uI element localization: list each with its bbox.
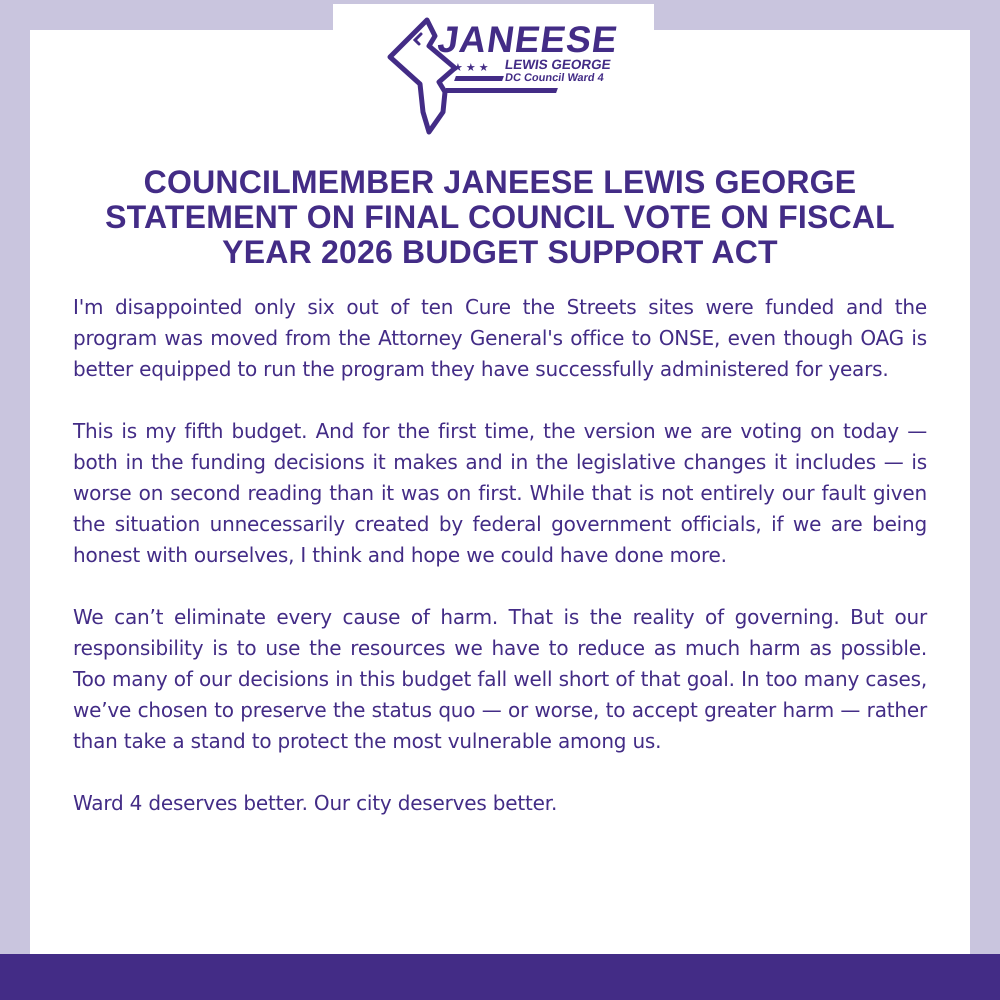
campaign-logo [385,12,625,136]
logo-subname: LEWIS GEORGE [503,57,612,72]
statement-paragraph-1: I'm disappointed only six out of ten Cure the Streets sites were funded and the program was moved from the Attorney General's office to ONSE, even though OAG is better equipped to run the program they have successfully administered for years. [73,295,927,381]
statement-paragraph-3: We can’t eliminate every cause of harm. That is the reality of governing. But our responsibility is to use the resources we have to reduce as much harm as possible. Too many of our decisions in this budget fall well short of that goal. In too many cases, we’ve chosen to preserve the status quo — or worse, to accept greater harm — rather than take a stand to protect the most vulnerable among us. [73,605,927,753]
logo-name: JANEESE [435,19,621,60]
logo-stars: ★★★ [453,61,492,74]
logo-stripe-bottom [444,88,558,93]
bottom-bar [0,954,1000,1000]
statement-paragraph-2: This is my fifth budget. And for the first time, the version we are voting on today — both in the funding decisions it makes and in the legislative changes it includes — is worse on second reading than it was on first. While that is not entirely our fault given the situation unnecessarily created by federal government officials, if we are being honest with ourselves, I think and hope we could have done more. [73,419,927,567]
logo-office: DC Council Ward 4 [504,72,605,84]
logo-stripe-top [454,76,504,81]
statement-paragraph-4: Ward 4 deserves better. Our city deserves better. [73,791,558,815]
statement-body [73,292,927,819]
statement-headline: COUNCILMEMBER JANEESE LEWIS GEORGE STATEMENT ON FINAL COUNCIL VOTE ON FISCAL YEAR 2026 BUDGET SUPPORT ACT [105,164,895,270]
